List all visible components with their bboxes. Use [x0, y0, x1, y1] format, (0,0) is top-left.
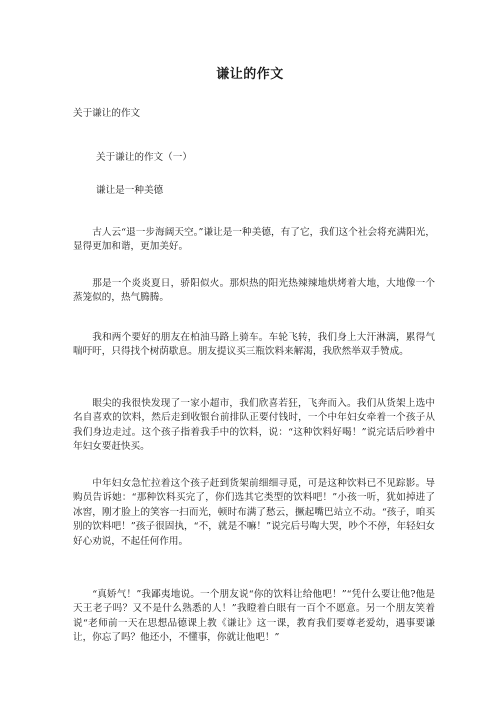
document-title: 谦让的作文 — [216, 67, 284, 82]
paragraph-4: 眼尖的我很快发现了一家小超市，我们欣喜若狂，飞奔而入。我们从货架上选中名自喜欢的饮料，然后走到收银台前排队正要付钱时，一个中年妇女牵着一个孩子从我们身边走过。这个孩子指着我手中的饮料，说：“这种饮料好喝！”说完话后吵着中年妇女要赶快买。 — [73, 398, 435, 453]
section-heading: 关于谦让的作文（一） — [96, 152, 192, 163]
lead-line: 谦让是一种美德 — [96, 185, 164, 196]
paragraph-6: “真娇气！”我鄙夷地说。一个朋友说“你的饮料让给他吧！”“凭什么要让他?他是天王老子吗？又不是什么熟悉的人！”我瞪着白眼有一百个不愿意。另一个朋友笑着说“老师前一天在思想品德课上教《谦让》这一课，教育我们要尊老爱幼，遇事要谦让，你忘了吗？他还小，不懂事，你就让他吧！” — [73, 589, 435, 644]
document-subtitle: 关于谦让的作文 — [73, 108, 141, 119]
paragraph-2: 那是一个炎炎夏日，骄阳似火。那炽热的阳光热辣辣地烘烤着大地，大地像一个蒸笼似的，热气腾腾。 — [73, 278, 435, 304]
paragraph-1: 古人云“退一步海阔天空。”谦让是一种美德，有了它，我们这个社会将充满阳光，显得更加和谐，更加美好。 — [73, 227, 435, 253]
paragraph-5: 中年妇女急忙拉着这个孩子赶到货架前细细寻觅，可是这种饮料已不见踪影。导购员告诉她：“那种饮料买完了，你们选其它类型的饮料吧！”小孩一听，犹如掉进了冰窖，刚才脸上的笑容一扫而光，顿时布满了愁云，撅起嘴巴站立不动。“孩子，咱买别的饮料吧！”孩子很固执，“不，就是不嘛！”说完后号啕大哭，吵个不停，年轻妇女好心劝说，不起任何作用。 — [73, 478, 435, 547]
paragraph-3: 我和两个要好的朋友在柏油马路上骑车。车轮飞转，我们身上大汗淋漓，累得气喘吁吁，只得找个树荫歇息。朋友提议买三瓶饮料来解渴，我欣然举双手赞成。 — [73, 332, 435, 358]
